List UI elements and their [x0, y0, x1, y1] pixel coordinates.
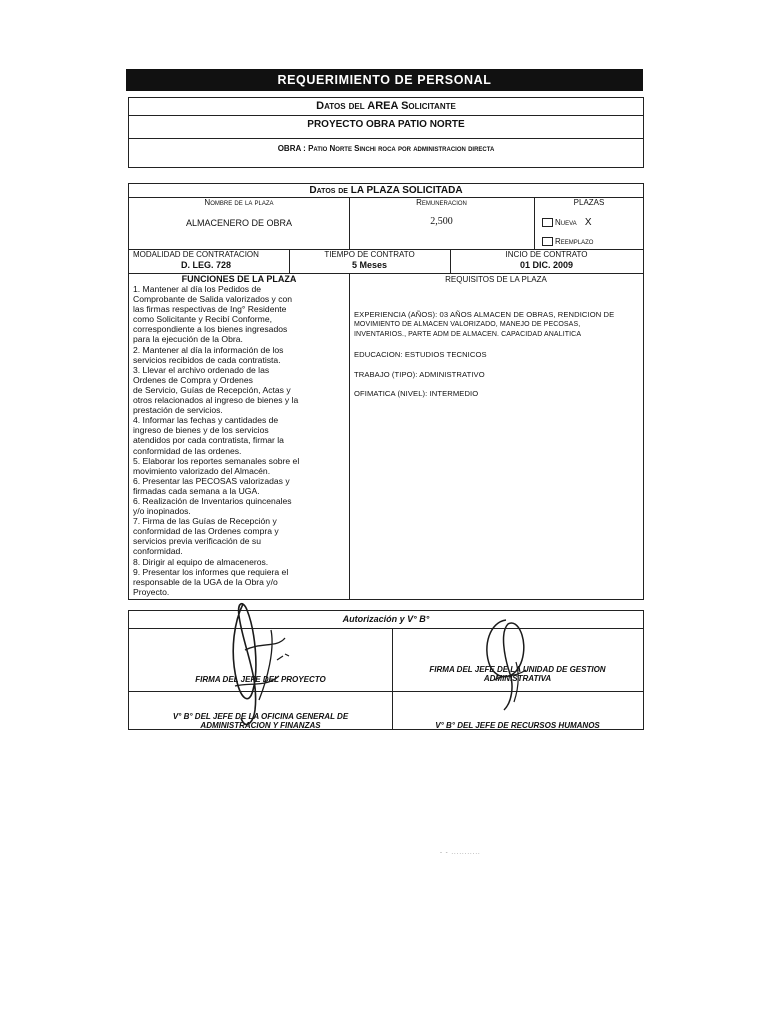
function-line: prestación de servicios. — [133, 405, 223, 416]
function-line: 3. Llevar el archivo ordenado de las — [133, 364, 270, 375]
function-line: atendidos por cada contratista, firmar la — [133, 435, 284, 446]
function-line: conformidad de las Ordenes compra y — [133, 526, 279, 537]
sig-finance-line2: ADMINISTRACION Y FINANZAS — [200, 721, 321, 730]
req-office: OFIMATICA (NIVEL): INTERMEDIO — [354, 389, 479, 398]
option-replace-label: Reemplazo — [555, 237, 594, 246]
functions-heading: FUNCIONES DE LA PLAZA — [181, 274, 297, 284]
remuneration-value: 2,500 — [430, 216, 453, 227]
function-line: otros relacionados al ingreso de bienes y la — [133, 395, 299, 406]
document-title: REQUERIMIENTO DE PERSONAL — [126, 69, 643, 91]
function-line: de Servicio, Guías de Recepción, Actas y — [133, 384, 291, 395]
area-section — [128, 97, 644, 168]
function-line: las firmas respectivas de Ing° Residente — [133, 304, 287, 315]
option-new-mark: X — [584, 217, 592, 228]
option-new — [542, 217, 592, 228]
sig-project-head: FIRMA DEL JEFE DEL PROYECTO — [195, 675, 326, 684]
function-line: 6. Presentar las PECOSAS valorizadas y — [133, 475, 290, 486]
function-line: conformidad de las ordenes. — [133, 445, 242, 456]
plaza-name-label: Nombre de la plaza — [204, 198, 274, 207]
function-line: servicios recibidos de cada contratista. — [133, 354, 281, 365]
function-line: 8. Dirigir al equipo de almaceneros. — [133, 556, 269, 567]
function-line: responsable de la UGA de la Obra y/o — [133, 576, 278, 587]
functions-list — [133, 284, 347, 597]
plaza-name-value: ALMACENERO DE OBRA — [185, 218, 293, 228]
req-experience — [354, 310, 642, 340]
authorization-heading: Autorización y V° B° — [342, 614, 430, 624]
function-line: servicios previa verificación de su — [133, 536, 262, 547]
plaza-heading: Datos de LA PLAZA SOLICITADA — [309, 185, 463, 196]
function-line: 7. Firma de las Guías de Recepción y — [133, 516, 277, 527]
req-experience-line1: EXPERIENCIA (AÑOS): 03 AÑOS ALMACEN DE OBRAS, RENDICION DE — [354, 310, 615, 319]
req-experience-line3: INVENTARIOS., PARTE ADM DE ALMACEN. CAPACIDAD ANALITICA — [354, 331, 582, 338]
sig-hr-head: V° B° DEL JEFE DE RECURSOS HUMANOS — [435, 721, 600, 730]
function-line: movimiento valorizado del Almacén. — [133, 465, 271, 476]
req-education: EDUCACION: ESTUDIOS TECNICOS — [354, 350, 487, 359]
function-line: Comprobante de Salida valorizados y con — [133, 294, 293, 305]
function-line: 9. Presentar los informes que requiera el — [133, 566, 289, 577]
requirements-heading: REQUISITOS DE LA PLAZA — [445, 275, 547, 284]
checkbox-replace[interactable] — [542, 237, 553, 246]
function-line: ingreso de bienes y de los servicios — [133, 425, 269, 436]
footer-mark: - - ........... — [440, 850, 481, 856]
function-line: 6. Realización de Inventarios quincenales — [133, 495, 292, 506]
function-line: y/o inopinados. — [133, 506, 191, 517]
remuneration-label: Remuneracion — [416, 198, 467, 207]
function-line: 2. Mantener al día la información de los — [133, 344, 284, 355]
area-heading: Datos del AREA Solicitante — [316, 100, 456, 112]
function-line: 5. Elaborar los reportes semanales sobre el — [133, 455, 300, 466]
modality-value: D. LEG. 728 — [181, 260, 232, 270]
function-line: Proyecto. — [133, 586, 170, 597]
function-line: Ordenes de Compra y Ordenes — [133, 374, 253, 385]
function-line: 1. Mantener al día los Pedidos de — [133, 284, 262, 294]
contract-start-label: INCIO DE CONTRATO — [505, 250, 588, 259]
project-name: PROYECTO OBRA PATIO NORTE — [307, 119, 465, 130]
signature-project-scribble — [215, 590, 305, 740]
function-line: correspondiente a los bienes ingresados — [133, 324, 288, 335]
obra-name: OBRA : Patio Norte Sinchi roca por administracion directa — [277, 144, 495, 153]
function-line: para la ejecución de la Obra. — [133, 334, 243, 345]
signature-uga-scribble — [470, 610, 550, 720]
sig-uga-line2: ADMINISTRATIVA — [483, 674, 552, 683]
slots-label: PLAZAS — [573, 198, 605, 207]
function-line: conformidad. — [133, 546, 183, 557]
authorization-section — [128, 610, 644, 730]
req-work: TRABAJO (TIPO): ADMINISTRATIVO — [354, 370, 485, 379]
contract-time-label: TIEMPO DE CONTRATO — [324, 250, 415, 259]
function-line: firmadas cada semana a la UGA. — [133, 485, 260, 496]
sig-finance-line1: V° B° DEL JEFE DE LA OFICINA GENERAL DE — [172, 712, 349, 721]
option-new-label: Nueva — [555, 218, 577, 227]
sig-uga-line1: FIRMA DEL JEFE DE LA UNIDAD DE GESTION — [429, 665, 606, 674]
option-replace — [542, 237, 593, 246]
req-experience-line2: MOVIMIENTO DE ALMACEN VALORIZADO, MANEJO DE PECOSAS, — [354, 321, 581, 328]
checkbox-new[interactable] — [542, 218, 553, 227]
modality-label: MODALIDAD DE CONTRATACION — [133, 250, 259, 259]
contract-time-value: 5 Meses — [351, 260, 388, 270]
plaza-section — [128, 183, 644, 600]
contract-start-value: 01 DIC. 2009 — [519, 260, 574, 270]
function-line: como Solicitante y Recibí Conforme, — [133, 314, 272, 325]
function-line: 4. Informar las fechas y cantidades de — [133, 415, 279, 426]
